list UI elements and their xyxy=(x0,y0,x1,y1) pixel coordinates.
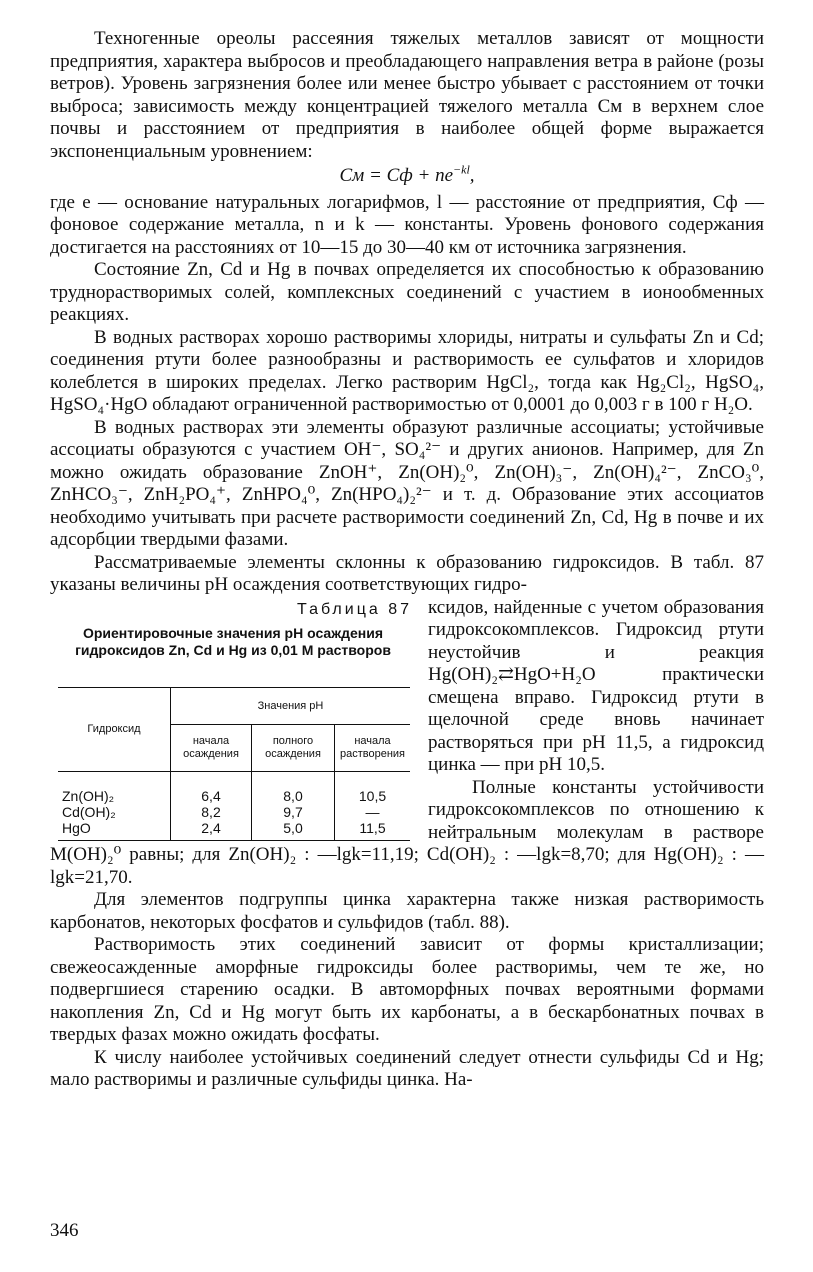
row-start: 6,4 xyxy=(171,771,252,804)
row-dissolve: — xyxy=(335,804,411,820)
col-start: начала осаждения xyxy=(171,724,252,771)
col-hydroxide: Гидроксид xyxy=(58,687,171,771)
table-label: Таблица 87 xyxy=(297,600,412,618)
col-dissolve: начала растворения xyxy=(335,724,411,771)
paragraph-water-solubility: В водных растворах хорошо растворимы хлориды, нитраты и сульфаты Zn и Cd; соединения ртути более разнообразны и растворимость ее сульфатов и хлоридов колеблется в широких пределах. Легко растворим HgCl₂, тогда как Hg₂Cl₂, HgSO₄, HgSO₄·HgO обладают ограниченной растворимостью от 0,0001 до 0,003 г в 100 г H₂O. xyxy=(50,326,764,415)
formula-exponent: −kl xyxy=(453,162,470,177)
page-number: 346 xyxy=(50,1220,79,1241)
paragraph-associates: В водных растворах эти элементы образуют различные ассоциаты; устойчивые ассоциаты образуются с участием OH⁻, SO₄²⁻ и других анионов. Например, для Zn можно ожидать образование ZnOH⁺, Zn(OH)₂⁰, Zn(OH)₃⁻, Zn(OH)₄²⁻, ZnCO₃⁰, ZnHCO₃⁻, ZnH₂PO₄⁺, ZnHPO₄⁰, Zn(HPO₄)₂²⁻ и т. д. Образование этих ассоциатов необходимо учитывать при расчете растворимости соединений Zn, Cd, Hg в почве и их адсорбции твердыми фазами. xyxy=(50,416,764,550)
page-body xyxy=(50,28,764,1092)
row-full: 8,0 xyxy=(252,771,335,804)
row-dissolve: 10,5 xyxy=(335,771,411,804)
paragraph-sulfides: К числу наиболее устойчивых соединений следует отнести сульфиды Cd и Hg; мало растворимы и различные сульфиды цинка. На- xyxy=(50,1046,764,1090)
paragraph-hydroxides-continued: ксидов, найденные с учетом образования гидроксокомплексов. Гидроксид ртути неустойчив и реакция Hg(OH)₂⇄HgO+H₂O практически смещена вправо. Гидроксид ртути в щелочной среде вновь начинает растворяться при pH 11,5, а гидроксид цинка — при pH 10,5. xyxy=(428,596,764,775)
paragraph-state-in-soils: Состояние Zn, Cd и Hg в почвах определяется их способностью к образованию труднорастворимых солей, комплексных соединений с участием в ионообменных реакциях. xyxy=(50,259,764,325)
row-name: HgO xyxy=(58,820,171,841)
col-full: полного осаждения xyxy=(252,724,335,771)
ph-table xyxy=(58,687,410,841)
row-start: 2,4 xyxy=(171,820,252,841)
row-name: Cd(OH)₂ xyxy=(62,803,116,820)
row-start: 8,2 xyxy=(171,804,252,820)
row-name: Zn(OH)₂ xyxy=(62,787,115,804)
paragraph-hydroxides-intro: Рассматриваемые элементы склонны к образованию гидроксидов. В табл. 87 указаны величины pH осаждения соответствующих гидро- xyxy=(50,551,764,595)
formula-tail: , xyxy=(469,165,475,186)
table-row xyxy=(58,820,410,841)
paragraph-heavy-metal-halos: Техногенные ореолы рассеяния тяжелых металлов зависят от мощности предприятия, характера выбросов и преобладающего направления ветра в районе (розы ветров). Уровень загрязнения более или менее быстро убывает с расстоянием от точки выброса; зависимость между концентрацией тяжелого металла Cм в верхнем слое почвы и расстоянием от предприятия в наиболее общей форме выражается экспоненциальным уровнением: xyxy=(50,28,764,162)
row-full: 9,7 xyxy=(252,804,335,820)
paragraph-crystallization: Растворимость этих соединений зависит от формы кристаллизации; свежеосажденные аморфные гидроксиды более растворимы, чем те же, но подвергшиеся старению осадки. В автоморфных почвах вероятными формами накопления Zn, Cd и Hg могут быть их карбонаты, а в бескарбонатных почвах в твердых фазах можно ожидать фосфаты. xyxy=(50,934,764,1045)
paragraph-low-solubility: Для элементов подгруппы цинка характерна также низкая растворимость карбонатов, некоторых фосфатов и сульфидов (табл. 88). xyxy=(50,889,764,933)
table-row xyxy=(58,771,410,804)
table-87-block xyxy=(50,597,416,841)
col-ph-group: Значения pH xyxy=(171,687,411,724)
formula-main: Cм = Cф + ne xyxy=(339,165,454,186)
paragraph-formula-legend: где e — основание натуральных логарифмов, l — расстояние от предприятия, Cф — фоновое содержание металла, n и k — константы. Уровень фонового содержания достигается на расстояниях от 10—15 до 30—40 км от источника загрязнения. xyxy=(50,191,764,258)
concentration-formula xyxy=(50,162,764,188)
row-dissolve: 11,5 xyxy=(335,820,411,841)
row-full: 5,0 xyxy=(252,820,335,841)
paragraph-stability-constants: Полные константы устойчивости гидроксокомплексов по отношению к нейтральным молекулам в растворе M(OH)₂⁰ равны; для Zn(OH)₂ : —lgk=11,19; Cd(OH)₂ : —lgk=8,70; для Hg(OH)₂ : —lgk=21,70. xyxy=(50,776,764,888)
table-row xyxy=(58,804,410,820)
table-caption: Ориентировочные значения pH осаждения гидроксидов Zn, Cd и Hg из 0,01 M растворов xyxy=(75,624,391,658)
